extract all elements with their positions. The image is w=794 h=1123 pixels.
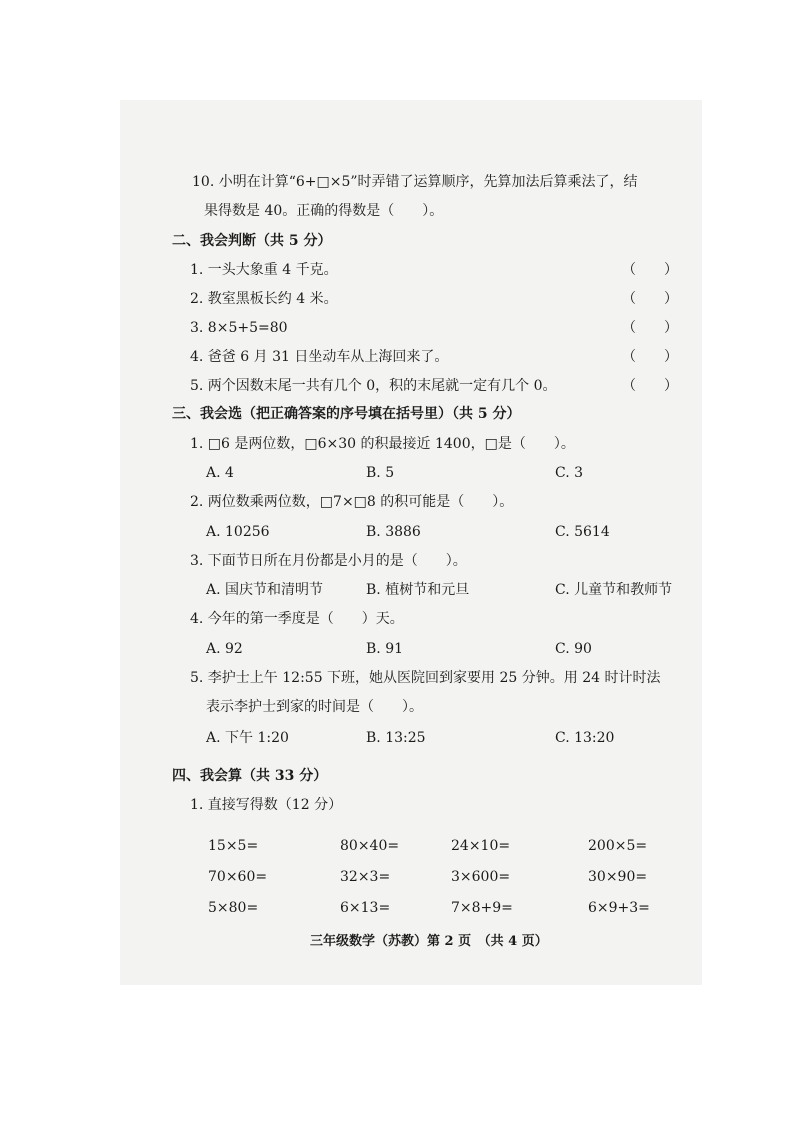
calc-r1-c1: 15×5= [208, 838, 259, 854]
judge-item-2: 2. 教室黑板长约 4 米。 [190, 291, 338, 307]
choice-q3-option-a[interactable]: A. 国庆节和清明节 [206, 582, 324, 598]
choice-q4-option-a[interactable]: A. 92 [206, 641, 243, 657]
choice-q2-option-c[interactable]: C. 5614 [555, 524, 610, 540]
choice-q5-stem: 5. 李护士上午 12:55 下班，她从医院回到家要用 25 分钟。用 24 时计时法 [190, 670, 661, 686]
calc-r2-c4: 30×90= [588, 869, 648, 885]
choice-q5-option-b[interactable]: B. 13:25 [366, 730, 426, 746]
choice-q1-option-c[interactable]: C. 3 [555, 465, 584, 481]
judge-bracket-3[interactable]: （ ） [622, 320, 678, 336]
choice-q1-option-b[interactable]: B. 5 [366, 465, 395, 481]
choice-q5-stem-line2: 表示李护士到家的时间是（ ）。 [206, 699, 423, 715]
calc-r3-c2: 6×13= [340, 900, 391, 916]
judge-item-1: 1. 一头大象重 4 千克。 [190, 262, 338, 278]
choice-q1-stem: 1. □6 是两位数，□6×30 的积最接近 1400，□是（ ）。 [190, 436, 575, 452]
choice-q4-option-c[interactable]: C. 90 [555, 641, 592, 657]
calc-r1-c4: 200×5= [588, 838, 648, 854]
calc-r2-c3: 3×600= [451, 869, 511, 885]
section4-sub1: 1. 直接写得数（12 分） [190, 797, 343, 813]
q10-line2: 果得数是 40。正确的得数是（ ）。 [204, 203, 444, 219]
judge-bracket-4[interactable]: （ ） [622, 349, 678, 365]
choice-q4-option-b[interactable]: B. 91 [366, 641, 404, 657]
choice-q5-option-a[interactable]: A. 下午 1:20 [206, 730, 289, 746]
choice-q5-option-c[interactable]: C. 13:20 [555, 730, 615, 746]
choice-q4-stem: 4. 今年的第一季度是（ ）天。 [190, 611, 404, 627]
choice-q2-stem: 2. 两位数乘两位数，□7×□8 的积可能是（ ）。 [190, 494, 514, 510]
choice-q2-option-a[interactable]: A. 10256 [206, 524, 270, 540]
page-footer: 三年级数学（苏教）第 2 页 （共 4 页） [310, 934, 548, 949]
calc-r1-c3: 24×10= [451, 838, 511, 854]
judge-item-3: 3. 8×5+5=80 [190, 320, 288, 336]
section3-title: 三、我会选（把正确答案的序号填在括号里）（共 5 分） [172, 406, 521, 422]
choice-q1-option-a[interactable]: A. 4 [206, 465, 234, 481]
judge-bracket-5[interactable]: （ ） [622, 378, 678, 394]
calc-r2-c2: 32×3= [340, 869, 391, 885]
choice-q3-stem: 3. 下面节日所在月份都是小月的是（ ）。 [190, 553, 467, 569]
section2-title: 二、我会判断（共 5 分） [172, 233, 332, 249]
calc-r3-c3: 7×8+9= [451, 900, 513, 916]
calc-r3-c4: 6×9+3= [588, 900, 650, 916]
exam-page [120, 100, 702, 985]
judge-bracket-1[interactable]: （ ） [622, 262, 678, 278]
choice-q2-option-b[interactable]: B. 3886 [366, 524, 421, 540]
judge-item-4: 4. 爸爸 6 月 31 日坐动车从上海回来了。 [190, 349, 449, 365]
judge-bracket-2[interactable]: （ ） [622, 291, 678, 307]
choice-q3-option-c[interactable]: C. 儿童节和教师节 [555, 582, 673, 598]
calc-r2-c1: 70×60= [208, 869, 268, 885]
calc-r1-c2: 80×40= [340, 838, 400, 854]
section4-title: 四、我会算（共 33 分） [172, 768, 328, 784]
calc-r3-c1: 5×80= [208, 900, 259, 916]
judge-item-5: 5. 两个因数末尾一共有几个 0，积的末尾就一定有几个 0。 [190, 378, 557, 394]
choice-q3-option-b[interactable]: B. 植树节和元旦 [366, 582, 470, 598]
q10-line1: 10. 小明在计算“6+□×5”时弄错了运算顺序，先算加法后算乘法了，结 [192, 174, 638, 190]
